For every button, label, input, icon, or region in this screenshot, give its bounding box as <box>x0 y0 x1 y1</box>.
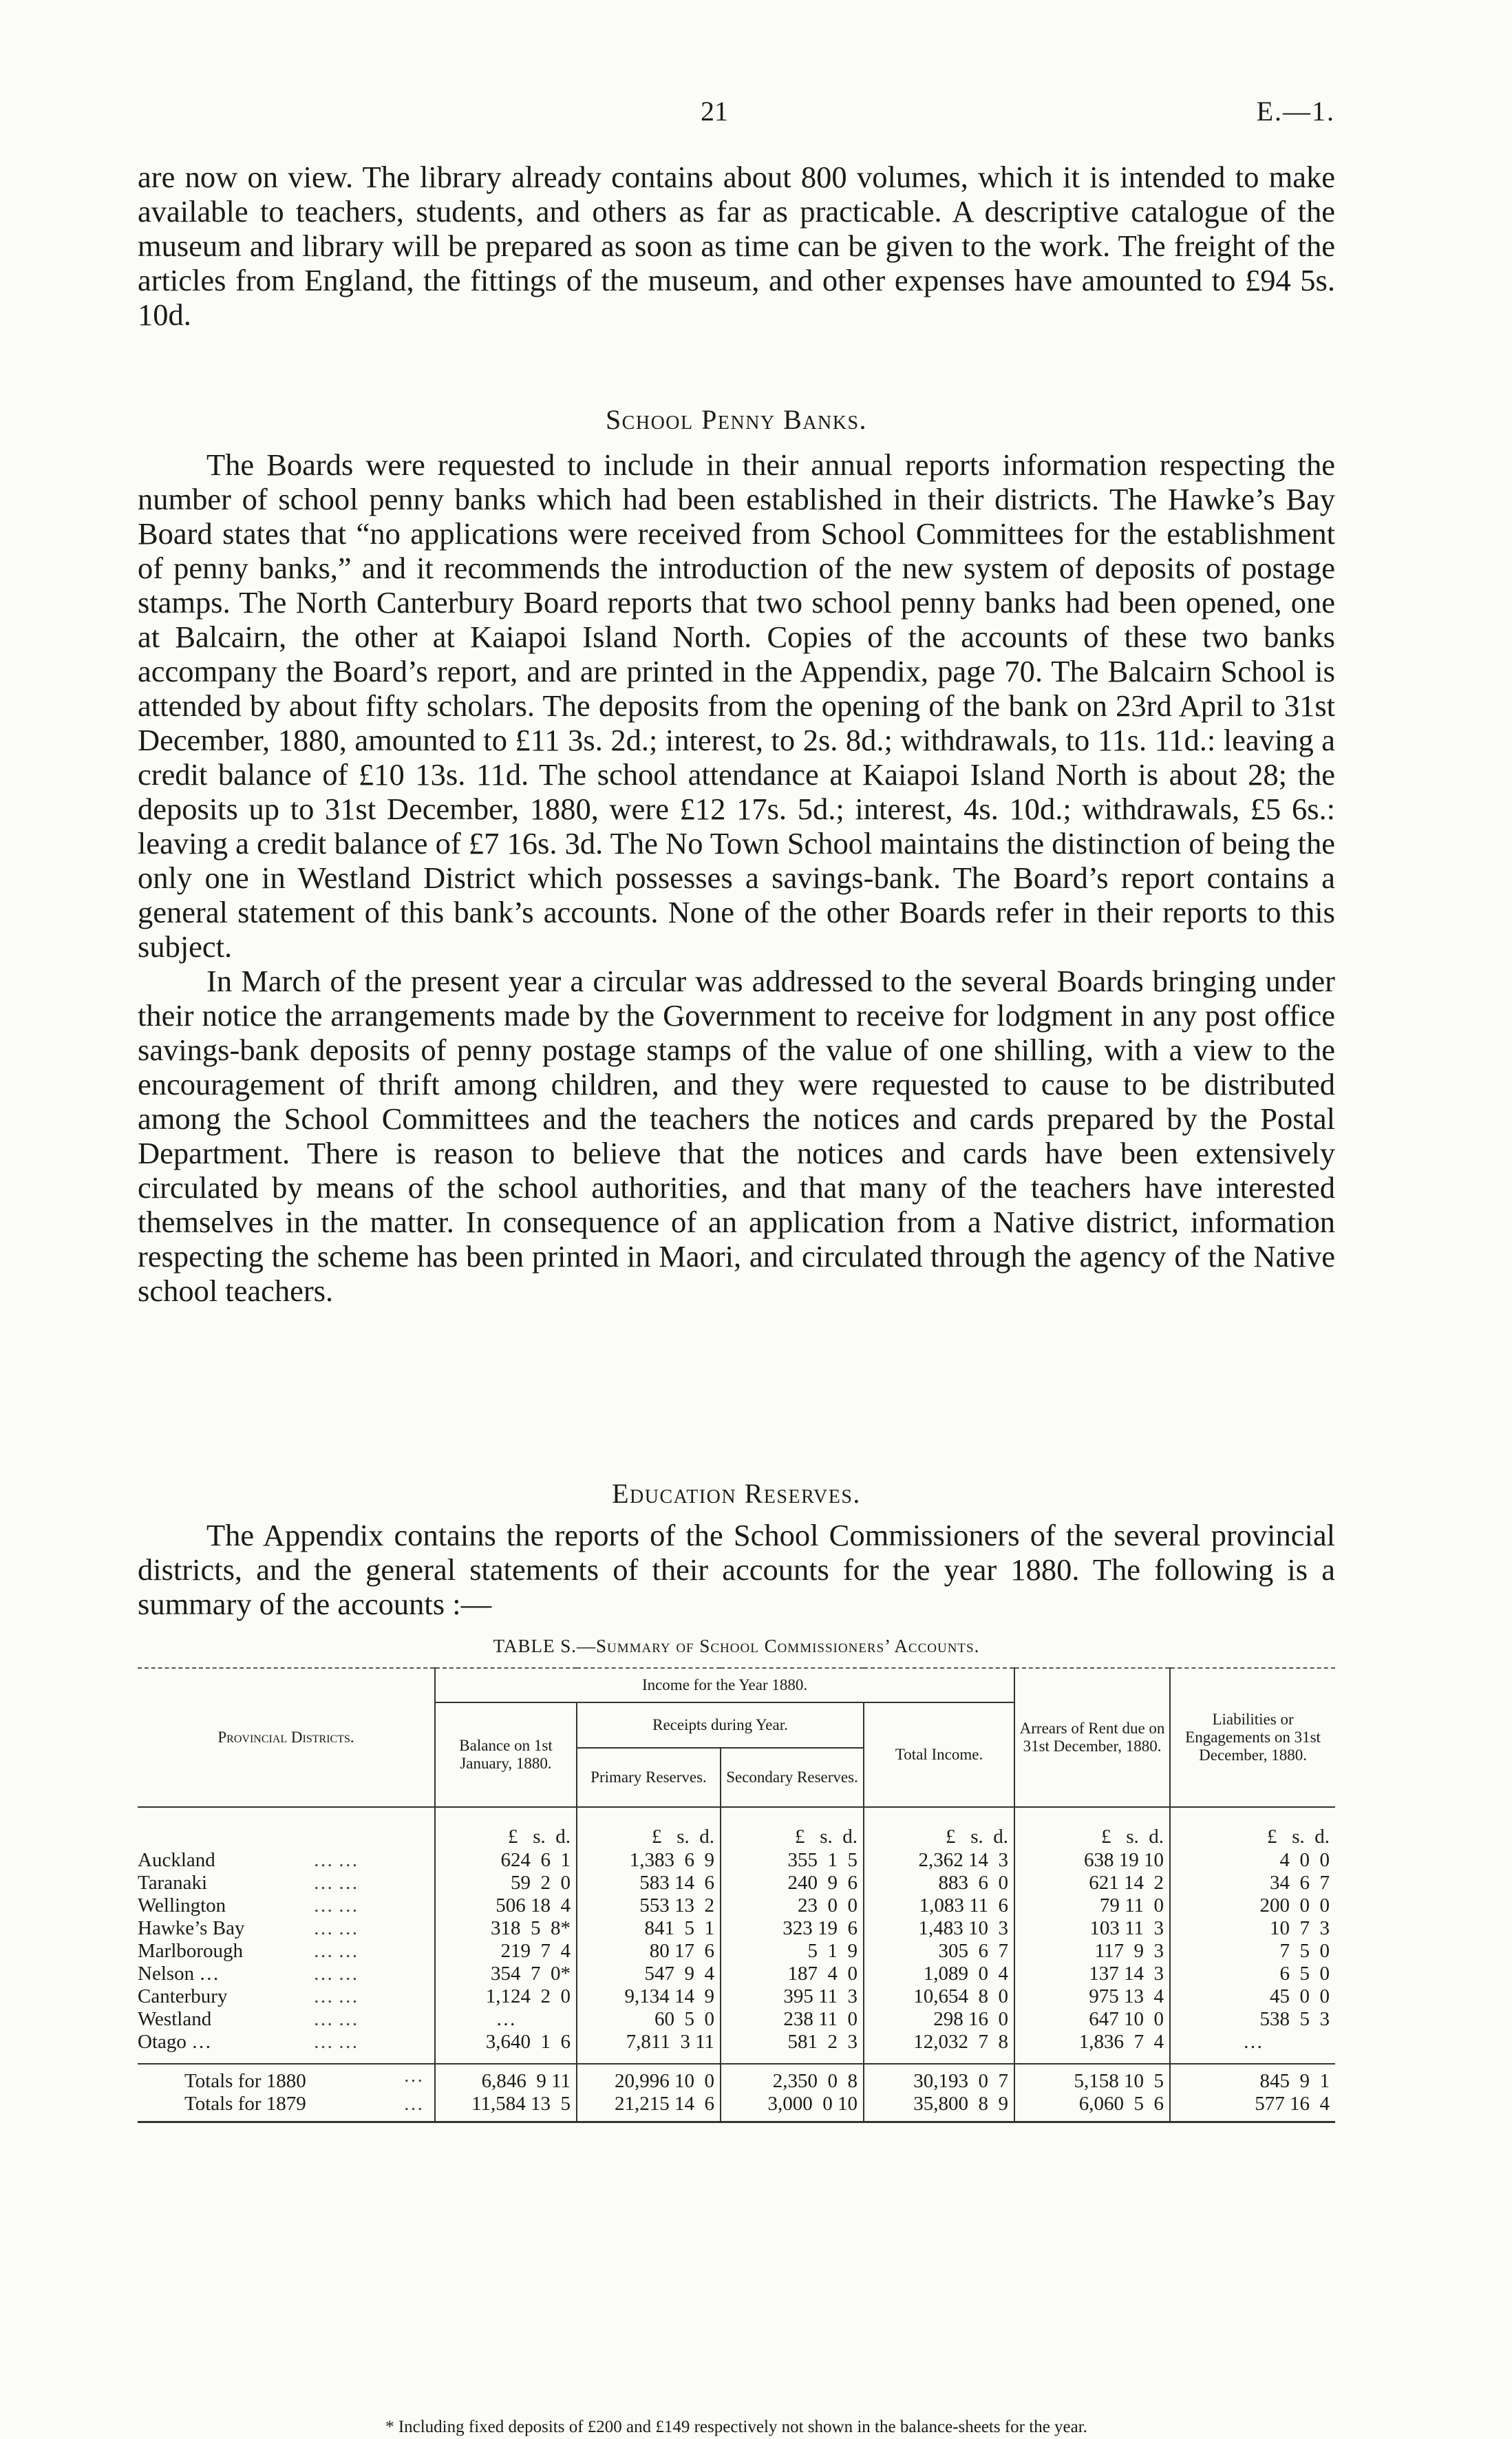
liabilities-cell: 10 7 3 <box>1170 1917 1335 1940</box>
leader-dots: … … <box>313 1894 359 1917</box>
secondary-cell: 23 0 0 <box>721 1894 864 1917</box>
page-number: 21 <box>701 96 728 127</box>
totals-row-1879 <box>138 2093 1335 2115</box>
totals-label-cell <box>138 2064 435 2093</box>
leader-dots: … <box>403 2065 423 2087</box>
total-cell: 1,483 10 3 <box>864 1917 1014 1940</box>
units-cell: £ s. d. <box>864 1824 1014 1849</box>
district-name: Wellington <box>138 1894 226 1917</box>
total-cell: 1,089 0 4 <box>864 1963 1014 1985</box>
penny-banks-section <box>138 447 1335 1308</box>
table-caption-prefix: TABLE S.— <box>493 1636 596 1656</box>
header-districts: Provincial Districts. <box>138 1668 435 1807</box>
table-footnote: * Including fixed deposits of £200 and £149 respectively not shown in the balance-sheets for the year. <box>385 2418 1087 2436</box>
balance-cell: 219 7 4 <box>435 1940 577 1963</box>
district-name: Taranaki <box>138 1872 208 1894</box>
district-name: Otago … <box>138 2031 212 2053</box>
balance-cell: 506 18 4 <box>435 1894 577 1917</box>
liabilities-cell: 200 0 0 <box>1170 1894 1335 1917</box>
primary-cell: 547 9 4 <box>577 1963 721 1985</box>
district-cell <box>138 1849 435 1872</box>
header-receipts-group: Receipts during Year. <box>577 1702 864 1748</box>
district-name: Nelson … <box>138 1963 220 1985</box>
primary-cell: 7,811 3 11 <box>577 2031 721 2053</box>
penny-banks-paragraph-1: The Boards were requested to include in their annual reports information respecting the number of school penny banks which had been established in their districts. The Hawke’s Bay Board states that “no applications were received from School Committees for the establishment of penny banks,” and it recommends the introduction of the new system of deposits of postage stamps. The North Canterbury Board reports that two school penny banks had been opened, one at Balcairn, the other at Kaiapoi Island North. Copies of the accounts of these two banks accompany the Board’s report, and are printed in the Appendix, page 70. The Balcairn School is attended by about fifty scholars. The deposits from the opening of the bank on 23rd April to 31st December, 1880, amounted to £11 3s. 2d.; interest, to 2s. 8d.; withdrawals, to 11s. 11d.: leaving a credit balance of £10 13s. 11d. The school attendance at Kaiapoi Island North is about 28; the deposits up to 31st December, 1880, were £12 17s. 5d.; interest, 4s. 10d.; withdrawals, £5 6s.: leaving a credit balance of £7 16s. 3d. The No Town School maintains the distinction of being the only one in Westland District which possesses a savings-bank. The Board’s report contains a general statement of this bank’s accounts. None of the other Boards refer in their reports to this subject. <box>138 447 1335 964</box>
secondary-cell: 240 9 6 <box>721 1872 864 1894</box>
arrears-cell: 647 10 0 <box>1014 2008 1170 2031</box>
arrears-cell: 975 13 4 <box>1014 1985 1170 2008</box>
district-name: Canterbury <box>138 1985 228 2007</box>
total-cell: 12,032 7 8 <box>864 2031 1014 2053</box>
education-reserves-section <box>138 1518 1335 1621</box>
intro-section <box>138 160 1335 332</box>
balance-cell: 59 2 0 <box>435 1872 577 1894</box>
leader-dots: … … <box>313 1872 359 1894</box>
secondary-cell: 238 11 0 <box>721 2008 864 2031</box>
liabilities-cell: 4 0 0 <box>1170 1849 1335 1872</box>
primary-cell: 21,215 14 6 <box>577 2093 721 2115</box>
header-arrears: Arrears of Rent due on 31st December, 1880. <box>1014 1668 1170 1807</box>
units-cell: £ s. d. <box>721 1824 864 1849</box>
district-name: Hawke’s Bay <box>138 1917 245 1939</box>
liabilities-cell: … <box>1170 2031 1335 2053</box>
secondary-cell: 581 2 3 <box>721 2031 864 2053</box>
table-row-marlborough <box>138 1940 1335 1963</box>
units-cell: £ s. d. <box>435 1824 577 1849</box>
table-row-taranaki <box>138 1872 1335 1894</box>
header-secondary-reserves: Secondary Reserves. <box>721 1748 864 1807</box>
header-liabilities: Liabilities or Engagements on 31st December, 1880. <box>1170 1668 1335 1807</box>
commissioners-accounts-table <box>138 1667 1335 2123</box>
district-name: Marlborough <box>138 1940 244 1962</box>
balance-cell: 1,124 2 0 <box>435 1985 577 2008</box>
liabilities-cell: 7 5 0 <box>1170 1940 1335 1963</box>
primary-cell: 60 5 0 <box>577 2008 721 2031</box>
balance-cell: 624 6 1 <box>435 1849 577 1872</box>
secondary-cell: 3,000 0 10 <box>721 2093 864 2115</box>
district-name: Westland <box>138 2008 212 2030</box>
total-cell: 305 6 7 <box>864 1940 1014 1963</box>
leader-dots: … … <box>313 1985 359 2007</box>
education-reserves-heading-wrap <box>138 1477 1335 1511</box>
table-caption-title: Summary of School Commissioners’ Accounts. <box>595 1636 980 1656</box>
totals-label: Totals for 1880 <box>184 2070 306 2092</box>
liabilities-cell: 845 9 1 <box>1170 2064 1335 2093</box>
arrears-cell: 103 11 3 <box>1014 1917 1170 1940</box>
education-reserves-heading: Education Reserves. <box>612 1478 861 1509</box>
secondary-cell: 187 4 0 <box>721 1963 864 1985</box>
total-cell: 298 16 0 <box>864 2008 1014 2031</box>
district-cell <box>138 1872 435 1894</box>
penny-banks-heading-wrap <box>138 403 1335 437</box>
arrears-cell: 6,060 5 6 <box>1014 2093 1170 2115</box>
units-cell: £ s. d. <box>577 1824 721 1849</box>
penny-banks-paragraph-2: In March of the present year a circular was addressed to the several Boards bringing under their notice the arrangements made by the Government to receive for lodgment in any post office savings-bank deposits of penny postage stamps of the value of one shilling, with a view to the encouragement of thrift among children, and they were requested to cause to be distributed among the School Committees and the teachers the notices and cards prepared by the Postal Department. There is reason to believe that the notices and cards have been extensively circulated by means of the school authorities, and that many of the teachers have interested themselves in the matter. In consequence of an application from a Native district, information respecting the scheme has been printed in Maori, and circulated through the agency of the Native school teachers. <box>138 964 1335 1308</box>
header-primary-reserves: Primary Reserves. <box>577 1748 721 1807</box>
primary-cell: 841 5 1 <box>577 1917 721 1940</box>
table-row-otago <box>138 2031 1335 2053</box>
table-row-wellington <box>138 1894 1335 1917</box>
table-row-nelson <box>138 1963 1335 1985</box>
liabilities-cell: 34 6 7 <box>1170 1872 1335 1894</box>
leader-dots: … … <box>313 1849 359 1871</box>
header-income-group: Income for the Year 1880. <box>435 1668 1014 1702</box>
totals-label: Totals for 1879 <box>184 2093 306 2115</box>
primary-cell: 1,383 6 9 <box>577 1849 721 1872</box>
secondary-cell: 355 1 5 <box>721 1849 864 1872</box>
leader-dots: … … <box>313 1963 359 1985</box>
arrears-cell: 117 9 3 <box>1014 1940 1170 1963</box>
leader-dots: … … <box>313 1940 359 1962</box>
header-total-income: Total Income. <box>864 1702 1014 1807</box>
balance-cell: 318 5 8* <box>435 1917 577 1940</box>
intro-paragraph: are now on view. The library already contains about 800 volumes, which it is intended to make available to teachers, students, and others as far as practicable. A descriptive catalogue of the museum and library will be prepared as soon as time can be given to the work. The freight of the articles from England, the fittings of the museum, and other expenses have amounted to £94 5s. 10d. <box>138 160 1335 332</box>
district-name: Auckland <box>138 1849 215 1871</box>
header-balance: Balance on 1st January, 1880. <box>435 1702 577 1807</box>
liabilities-cell: 577 16 4 <box>1170 2093 1335 2115</box>
table-caption <box>138 1636 1335 1657</box>
primary-cell: 80 17 6 <box>577 1940 721 1963</box>
units-cell: £ s. d. <box>1014 1824 1170 1849</box>
leader-dots: … <box>403 2093 423 2115</box>
document-reference: E.—1. <box>1256 96 1335 127</box>
table-row-hawkes-bay <box>138 1917 1335 1940</box>
secondary-cell: 395 11 3 <box>721 1985 864 2008</box>
primary-cell: 583 14 6 <box>577 1872 721 1894</box>
district-cell <box>138 2031 435 2053</box>
total-cell: 1,083 11 6 <box>864 1894 1014 1917</box>
balance-cell: 3,640 1 6 <box>435 2031 577 2053</box>
units-cell: £ s. d. <box>1170 1824 1335 1849</box>
totals-label-cell <box>138 2093 435 2115</box>
table-row-canterbury <box>138 1985 1335 2008</box>
total-cell: 30,193 0 7 <box>864 2064 1014 2093</box>
total-cell: 35,800 8 9 <box>864 2093 1014 2115</box>
primary-cell: 9,134 14 9 <box>577 1985 721 2008</box>
leader-dots: … … <box>313 1917 359 1939</box>
arrears-cell: 79 11 0 <box>1014 1894 1170 1917</box>
liabilities-cell: 45 0 0 <box>1170 1985 1335 2008</box>
district-cell <box>138 1985 435 2008</box>
total-cell: 2,362 14 3 <box>864 1849 1014 1872</box>
balance-cell: 354 7 0* <box>435 1963 577 1985</box>
total-cell: 883 6 0 <box>864 1872 1014 1894</box>
arrears-cell: 638 19 10 <box>1014 1849 1170 1872</box>
balance-cell: … <box>435 2008 577 2031</box>
district-cell <box>138 1963 435 1985</box>
table-row-westland <box>138 2008 1335 2031</box>
primary-cell: 20,996 10 0 <box>577 2064 721 2093</box>
district-cell <box>138 1917 435 1940</box>
secondary-cell: 323 19 6 <box>721 1917 864 1940</box>
penny-banks-heading: School Penny Banks. <box>605 404 868 435</box>
arrears-cell: 1,836 7 4 <box>1014 2031 1170 2053</box>
balance-cell: 6,846 9 11 <box>435 2064 577 2093</box>
arrears-cell: 5,158 10 5 <box>1014 2064 1170 2093</box>
arrears-cell: 137 14 3 <box>1014 1963 1170 1985</box>
page-header <box>138 95 1335 136</box>
units-row <box>138 1824 1335 1849</box>
arrears-cell: 621 14 2 <box>1014 1872 1170 1894</box>
liabilities-cell: 538 5 3 <box>1170 2008 1335 2031</box>
district-cell <box>138 1894 435 1917</box>
liabilities-cell: 6 5 0 <box>1170 1963 1335 1985</box>
secondary-cell: 5 1 9 <box>721 1940 864 1963</box>
education-reserves-paragraph: The Appendix contains the reports of the School Commissioners of the several provincial districts, and the general statements of their accounts for the year 1880. The following is a summary of the accounts :— <box>138 1518 1335 1621</box>
district-cell <box>138 1940 435 1963</box>
table-row-auckland <box>138 1849 1335 1872</box>
leader-dots: … … <box>313 2008 359 2030</box>
balance-cell: 11,584 13 5 <box>435 2093 577 2115</box>
totals-row-1880 <box>138 2064 1335 2093</box>
district-cell <box>138 2008 435 2031</box>
secondary-cell: 2,350 0 8 <box>721 2064 864 2093</box>
primary-cell: 553 13 2 <box>577 1894 721 1917</box>
total-cell: 10,654 8 0 <box>864 1985 1014 2008</box>
leader-dots: … … <box>313 2031 359 2053</box>
